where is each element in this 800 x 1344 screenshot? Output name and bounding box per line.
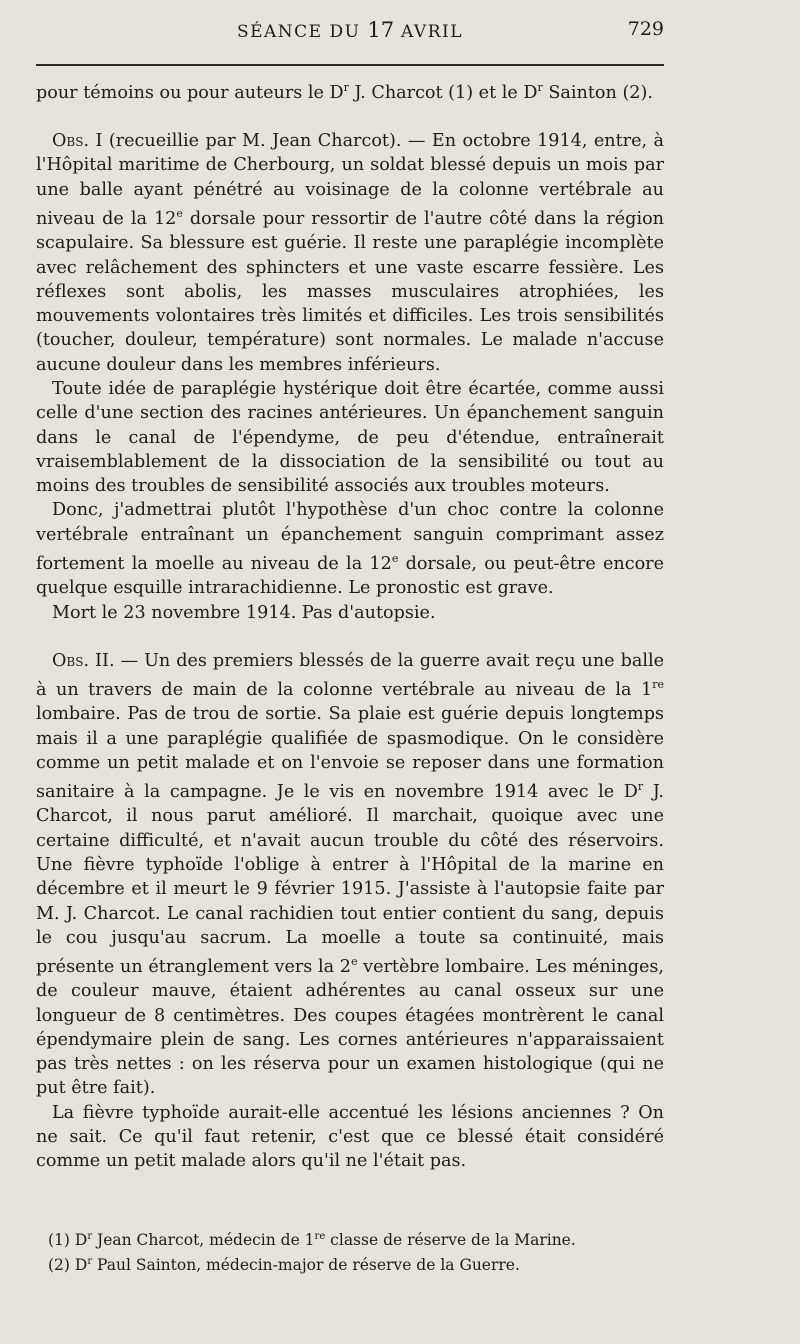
paragraph-hypothesis: Donc, j'admettrai plutôt l'hypothèse d'un choc contre la colonne vertébrale entraînant un épanchement sanguin comprimant assez fortement la moelle au niveau de la 12e dorsale, ou peut-être encore quelque esquille intrarachidienne. Le pronostic est grave. <box>36 500 664 599</box>
footnotes <box>48 1226 664 1276</box>
body-text <box>36 76 664 1174</box>
header-rule <box>36 64 664 66</box>
paragraph-diagnosis: Toute idée de paraplégie hystérique doit être écartée, comme aussi celle d'une section des racines antérieures. Un épanchement sanguin dans le canal de l'épendyme, de peu d'étendue, entraînerait vraisemblablement de la dissociation de la sensibilité ou tout au moins des troubles de sensibilité associés aux troubles moteurs. <box>36 378 664 497</box>
paragraph-conclusion: La fièvre typhoïde aurait-elle accentué les lésions anciennes ? On ne sait. Ce qu'il faut retenir, c'est que ce blessé était considéré comme un petit malade alors qu'il ne l'était pas. <box>36 1102 664 1172</box>
paragraph-death: Mort le 23 novembre 1914. Pas d'autopsie. <box>52 602 436 623</box>
footnote-2: (2) $D^r$ Paul Sainton, médecin-major de réserve de la Guerre. <box>48 1256 520 1275</box>
footnote-1: (1) $D^r$ Jean Charcot, médecin de 1re classe de réserve de la Marine. <box>48 1231 576 1250</box>
paragraph-continuation: pour témoins ou pour auteurs le $D^r$ J. Charcot (1) et le $D^r$ Sainton (2). <box>36 81 653 103</box>
obs-2-paragraph: Obs. II. — Un des premiers blessés de la guerre avait reçu une balle à un travers de main de la colonne vertébrale au niveau de la 1re lombaire. Pas de trou de sortie. Sa plaie est guérie depuis longtemps mais il a une paraplégie qualifiée de spasmodique. On le considère comme un petit malade et on l'envoie se reposer dans une formation sanitaire à la campagne. Je le vis en novembre 1914 avec le $D^r$ J. Charcot, il nous parut amélioré. Il marchait, quoique avec une certaine difficulté, et n'avait aucun trouble du côté des réservoirs. Une fièvre typhoïde l'oblige à entrer à l'Hôpital de la marine en décembre et il meurt le 9 février 1915. J'assiste à l'autopsie faite par M. J. Charcot. Le canal rachidien tout entier contient du sang, depuis le cou jusqu'au sacrum. La moelle a toute sa continuité, mais présente un étranglement vers la 2e vertèbre lombaire. Les méninges, de couleur mauve, étaient adhérentes au canal osseux sur une longueur de 8 centimètres. Des coupes étagées montrèrent le canal épendymaire plein de sang. Les cornes antérieures n'apparaissaient pas très nettes : on les réserva pour un examen histologique (qui ne put être fait). <box>36 650 664 1099</box>
obs-1-paragraph: Obs. I (recueillie par M. Jean Charcot). — En octobre 1914, entre, à l'Hôpital maritime de Cherbourg, un soldat blessé depuis un mois par une balle ayant pénétré au voisinage de la colonne vertébrale au niveau de la 12e dorsale pour ressortir de l'autre côté dans la région scapulaire. Sa blessure est guérie. Il reste une paraplégie incomplète avec relâchement des sphincters et une vaste escarre fessière. Les réflexes sont abolis, les masses musculaires atrophiées, les mouvements volontaires très limités et difficiles. Les trois sensibilités (toucher, douleur, température) sont normales. Le malade n'accuse aucune douleur dans les membres inférieurs. <box>36 131 664 375</box>
header-title: SÉANCE DU 17 AVRIL <box>236 18 464 42</box>
page-number: 729 <box>627 18 664 40</box>
running-header <box>36 18 664 46</box>
